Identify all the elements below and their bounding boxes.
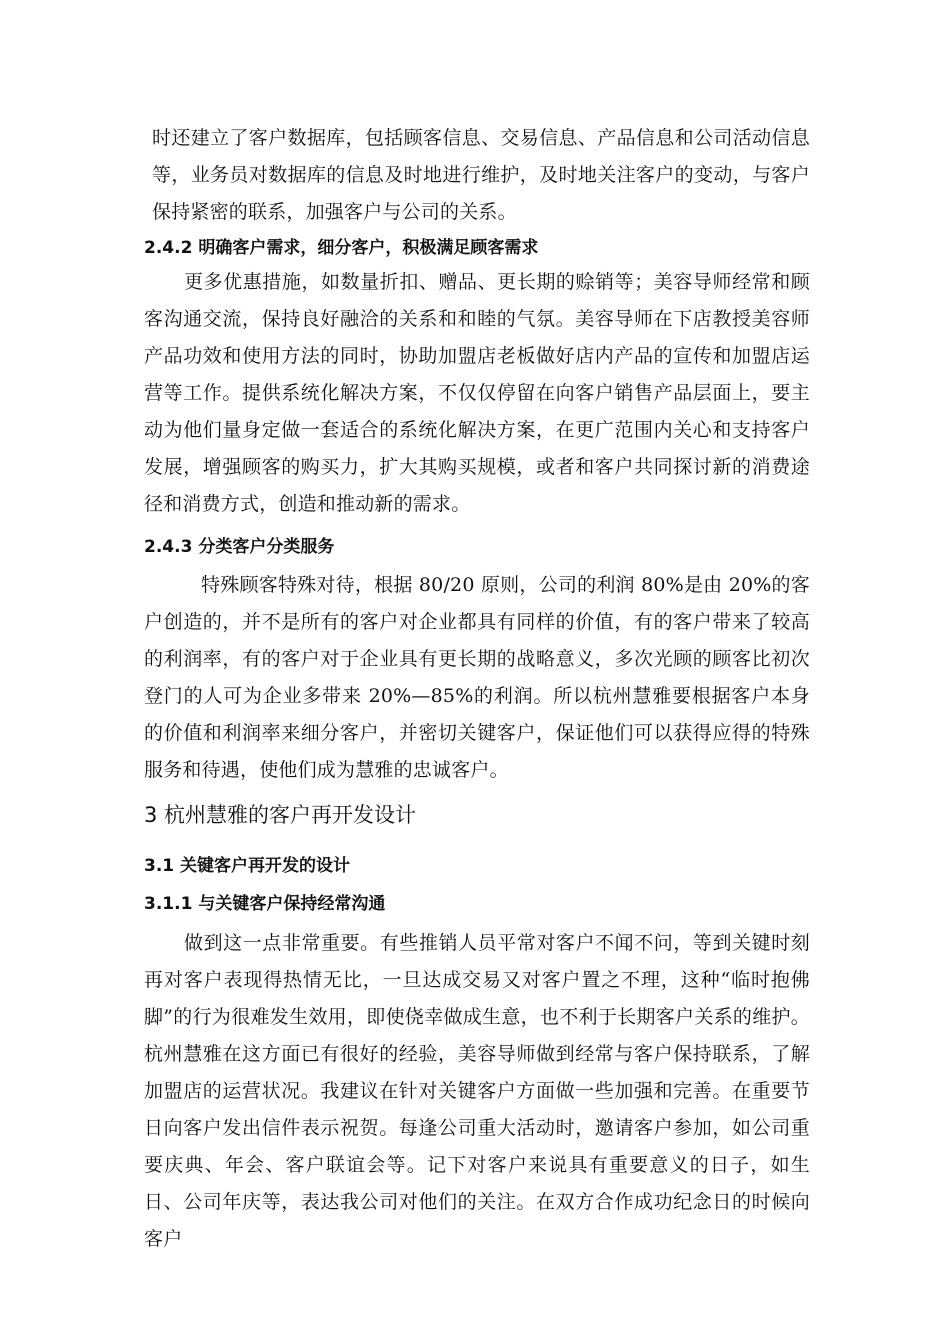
paragraph-classified-service: 特殊顾客特殊对待，根据 80/20 原则，公司的利润 80%是由 20%的客户创造的，并不是所有的客户对企业都具有同样的价值，有的客户带来了较高的利润率，有的客户对于企业具有更长期的战略意义，多次光顾的顾客比初次登门的人可为企业多带来 20%—85%的利润。所以杭州慧雅要根据客户本身的价值和利润率来细分客户，并密切关键客户，保证他们可以获得应得的特殊服务和待遇，使他们成为慧雅的忠诚客户。: [144, 574, 810, 781]
paragraph-customer-needs: 更多优惠措施，如数量折扣、赠品、更长期的赊销等；美容导师经常和顾客沟通交流，保持良好融洽的关系和和睦的气氛。美容导师在下店教授美容师产品功效和使用方法的同时，协助加盟店老板做好店内产品的宣传和加盟店运营等工作。提供系统化解决方案，不仅仅停留在向客户销售产品层面上，要主动为他们量身定做一套适合的系统化解决方案，在更广范围内关心和支持客户发展，增强顾客的购买力，扩大其购买规模，或者和客户共同探讨新的消费途径和消费方式，创造和推动新的需求。: [144, 271, 810, 515]
heading-2-4-3: 2.4.3 分类客户分类服务: [144, 537, 335, 557]
heading-2-4-2: 2.4.2 明确客户需求，细分客户，积极满足顾客需求: [144, 238, 539, 258]
heading-section-3: 3 杭州慧雅的客户再开发设计: [144, 803, 417, 827]
heading-3-1-1: 3.1.1 与关键客户保持经常沟通: [144, 894, 386, 914]
paragraph-customer-database: 时还建立了客户数据库，包括顾客信息、交易信息、产品信息和公司活动信息等，业务员对数据库的信息及时地进行维护，及时地关注客户的变动，与客户保持紧密的联系，加强客户与公司的关系。: [152, 127, 810, 223]
paragraph-key-customer-communication: 做到这一点非常重要。有些推销人员平常对客户不闻不问，等到关键时刻再对客户表现得热情无比，一旦达成交易又对客户置之不理，这种“临时抱佛脚”的行为很难发生效用，即使侥幸做成生意，也不利于长期客户关系的维护。杭州慧雅在这方面已有很好的经验，美容导师做到经常与客户保持联系，了解加盟店的运营状况。我建议在针对关键客户方面做一些加强和完善。在重要节日向客户发出信件表示祝贺。每逢公司重大活动时，邀请客户参加，如公司重要庆典、年会、客户联谊会等。记下对客户来说具有重要意义的日子，如生日、公司年庆等，表达我公司对他们的关注。在双方合作成功纪念日的时候向客户: [144, 932, 810, 1250]
heading-3-1: 3.1 关键客户再开发的设计: [144, 856, 351, 876]
